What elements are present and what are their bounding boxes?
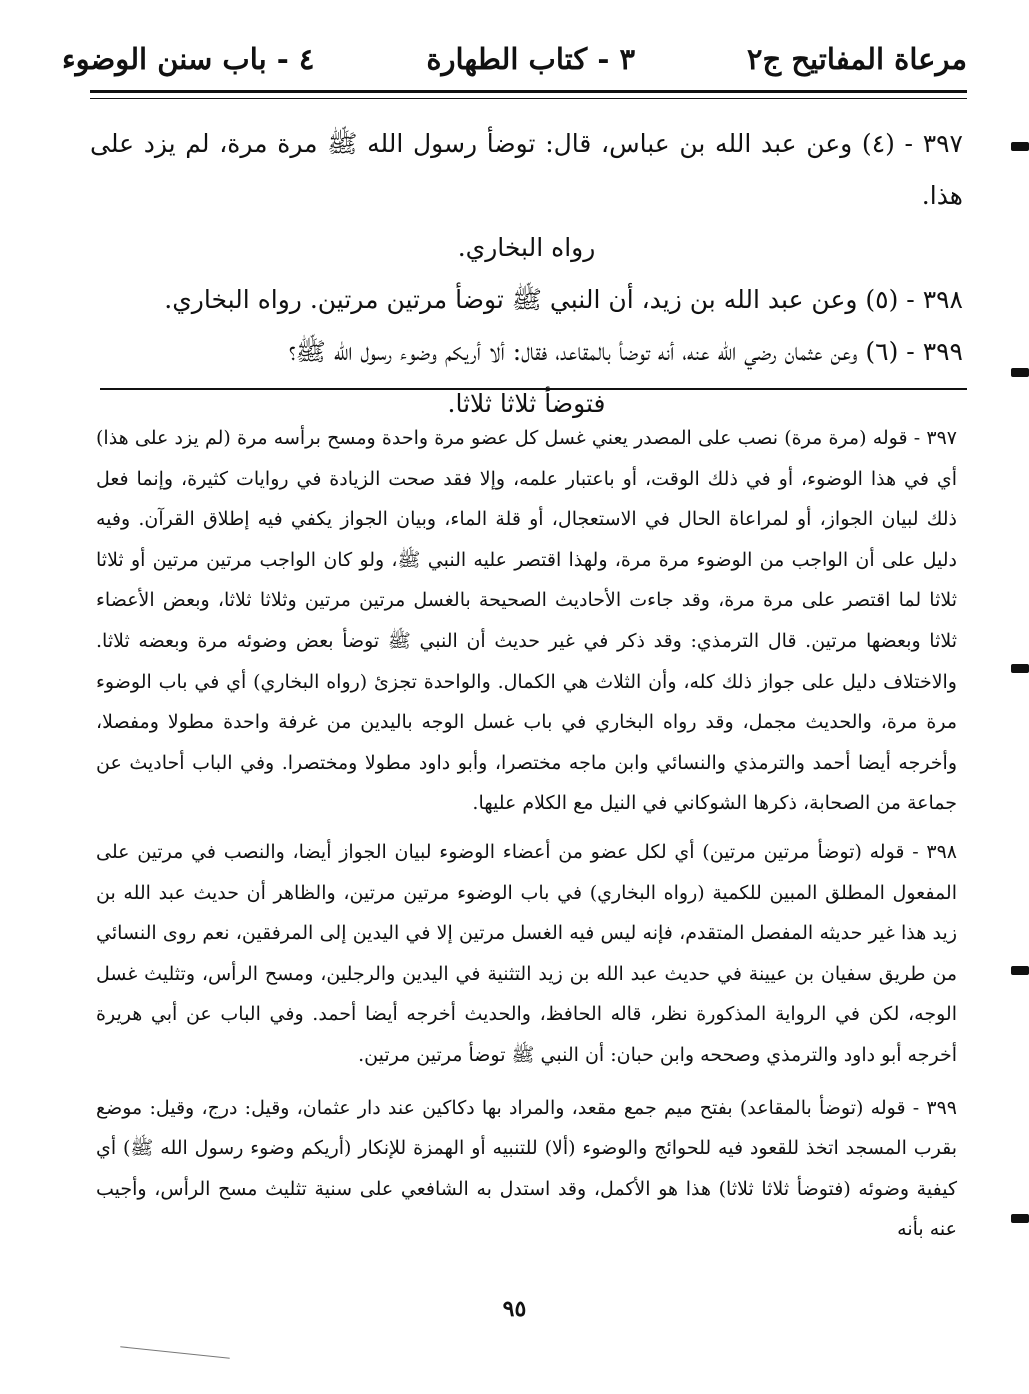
scan-stray-line	[120, 1346, 230, 1358]
header-section-title: ٤ - باب سنن الوضوء	[62, 42, 315, 76]
scan-mark	[1011, 142, 1029, 151]
header-rule	[90, 90, 967, 99]
page-number: ٩٥	[502, 1296, 527, 1322]
commentary-block	[96, 418, 957, 1258]
scan-mark	[1011, 966, 1029, 975]
hadith-397-source: رواه البخاري.	[457, 233, 596, 262]
hadith-397: ٣٩٧ - (٤) وعن عبد الله بن عباس، قال: توضأ رسول الله ﷺ مرة مرة، لم يزد على هذا.	[90, 129, 963, 210]
note-397: ٣٩٧ - قوله (مرة مرة) نصب على المصدر يعني غسل كل عضو مرة واحدة ومسح برأسه مرة (لم يزد على هذا) أي في هذا الوضوء، أو في ذلك الوقت، أو باعتبار علمه، وإلا فقد صحت الزيادة في روايات كثيرة، وإنما فعل ذلك لبيان الجواز، أو لمراعاة الحال في الاستعجال، أو قلة الماء، وبيان الجواز يكفي فيه إطلاق القرآن. وفيه دليل على أن الواجب من الوضوء مرة مرة، ولهذا اقتصر عليه النبي ﷺ، ولو كان الواجب مرتين مرتين أو ثلاثا ثلاثا لما اقتصر على مرة مرة، وقد جاءت الأحاديث الصحيحة بالغسل مرتين مرتين وثلاثا ثلاثا، وبعض الأعضاء ثلاثا وبعضها مرتين. قال الترمذي: وقد ذكر في غير حديث أن النبي ﷺ توضأ بعض وضوئه مرة وبعضه ثلاثا. والاختلاف دليل على جواز ذلك كله، وأن الثلاث هي الكمال. والواحدة تجزئ (رواه البخاري) أي في باب الوضوء مرة مرة، والحديث مجمل، وقد رواه البخاري في باب غسل الوجه باليدين من غرفة واحدة مطولا ومفصلا، وأخرجه أيضا أحمد والترمذي والنسائي وابن ماجه مختصرا، وأبو داود مطولا ومختصرا. وفي الباب أحاديث عن جماعة من الصحابة، ذكرها الشوكاني في النيل مع الكلام عليها.	[96, 427, 957, 815]
commentary-separator	[100, 388, 967, 390]
scan-mark	[1011, 1214, 1029, 1223]
hadith-text-block	[90, 118, 963, 430]
header-book-title: مرعاة المفاتيح ج٢	[746, 42, 967, 76]
hadith-399: ٣٩٩ - (٦) وعن عثمان رضي الله عنه، أنه توضأ بالمقاعد، فقال: ألا أريكم وضوء رسول الله ﷺ؟	[288, 337, 963, 366]
hadith-399-end: فتوضأ ثلاثا ثلاثا.	[447, 389, 606, 418]
hadith-398: ٣٩٨ - (٥) وعن عبد الله بن زيد، أن النبي ﷺ توضأ مرتين مرتين. رواه البخاري.	[164, 285, 963, 314]
running-header	[62, 34, 967, 84]
note-398: ٣٩٨ - قوله (توضأ مرتين مرتين) أي لكل عضو من أعضاء الوضوء لبيان الجواز أيضا، والنصب في مرتين على المفعول المطلق المبين للكمية (رواه البخاري) في باب الوضوء مرتين مرتين، والظاهر أن حديث عبد الله بن زيد هذا غير حديثه المفصل المتقدم، فإنه ليس فيه الغسل مرتين إلا في اليدين إلى المرفقين، نعم روى النسائي من طريق سفيان بن عيينة في حديث عبد الله بن زيد التثنية في اليدين والرجلين، ومسح الرأس، وتثليث غسل الوجه، لكن في الرواية المذكورة نظر، قاله الحافظ، والحديث أخرجه أيضا أحمد. وفي الباب عن أبي هريرة أخرجه أبو داود والترمذي وصححه وابن حبان: أن النبي ﷺ توضأ مرتين مرتين.	[96, 840, 957, 1066]
header-chapter-title: ٣ - كتاب الطهارة	[426, 42, 636, 76]
note-399: ٣٩٩ - قوله (توضأ بالمقاعد) بفتح ميم جمع مقعد، والمراد بها دكاكين عند دار عثمان، وقيل: درج، وقيل: موضع بقرب المسجد اتخذ للقعود فيه للحوائج والوضوء (ألا) للتنبيه أو الهمزة للإنكار (أريكم وضوء رسول الله ﷺ) أي كيفية وضوئه (فتوضأ ثلاثا ثلاثا) هذا هو الأكمل، وقد استدل به الشافعي على سنية تثليث مسح الرأس، وأجيب عنه بأنه	[96, 1096, 957, 1241]
scan-mark	[1011, 664, 1029, 673]
scan-mark	[1011, 368, 1029, 377]
